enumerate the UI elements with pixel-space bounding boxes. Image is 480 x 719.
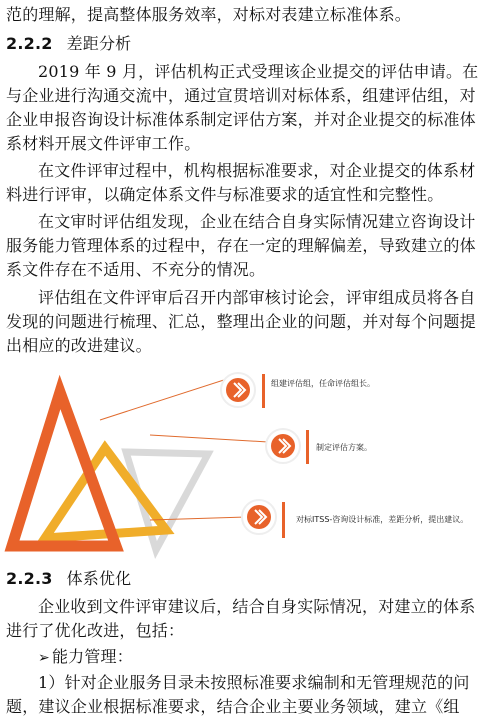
- bullet-label: 能力管理：: [51, 647, 133, 666]
- step-2: [266, 429, 372, 464]
- paragraph-line: 题，建议企业根据标准要求，结合企业主要业务领域，建立《组: [6, 697, 460, 716]
- paragraph-line: 与企业进行沟通交流中，通过宣贯培训对标体系，组建评估组，对: [6, 86, 476, 105]
- paragraph-line: 出相应的改进建议。: [6, 336, 152, 355]
- connector-line: [150, 435, 268, 442]
- paragraph-line: 在文审时评估组发现，企业在结合自身实际情况建立咨询设计: [38, 212, 476, 231]
- section-heading-2-2-2: [6, 34, 474, 54]
- paragraph-line: 在文件评审过程中，机构根据标准要求，对企业提交的体系材: [38, 161, 476, 180]
- process-diagram: [0, 370, 480, 560]
- paragraph-line: 企业收到文件评审建议后，结合自身实际情况，对建立的体系: [38, 597, 476, 616]
- connector-line: [100, 378, 230, 420]
- paragraph-line: 进行了优化改进，包括：: [6, 621, 185, 640]
- paragraph-line: 料进行评审，以确定体系文件与标准要求的适宜性和完整性。: [6, 185, 444, 204]
- step-divider: [282, 502, 285, 538]
- section-heading-2-2-3: [6, 569, 474, 589]
- paragraph-line: 2019 年 9 月，评估机构正式受理该企业提交的评估申请。在: [38, 62, 479, 81]
- step-divider: [306, 430, 309, 464]
- step-divider: [262, 374, 265, 408]
- section-number: 2.2.3: [6, 569, 53, 588]
- paragraph-line: 系文件存在不适用、不充分的情况。: [6, 260, 266, 279]
- section-title: 差距分析: [66, 34, 132, 53]
- step-1: [221, 373, 375, 408]
- paragraph-line: 评估组在文件评审后召开内部审核讨论会，评审组成员将各自: [38, 288, 476, 307]
- step-3: [242, 500, 468, 538]
- step-1-text: 组建评估组，任命评估组长。: [271, 379, 375, 388]
- bullet-item: [38, 647, 474, 668]
- orange-triangle-shape: [12, 392, 116, 546]
- paragraph-line: 企业申报咨询设计标准体系制定评估方案，并对企业提交的标准体: [6, 110, 476, 129]
- section-number: 2.2.2: [6, 34, 53, 53]
- paragraph-line: 发现的问题进行梳理、汇总，整理出企业的问题，并对每个问题提: [6, 312, 476, 331]
- paragraph-line: 1）针对企业服务目录未按照标准要求编制和无管理规范的问: [38, 673, 470, 692]
- connector-line: [150, 517, 246, 520]
- section-title: 体系优化: [66, 569, 132, 588]
- paragraph-line: 服务能力管理体系的过程中，存在一定的理解偏差，导致建立的体: [6, 236, 476, 255]
- arrow-bullet-icon: ➢: [38, 650, 50, 666]
- paragraph-line: 范的理解，提高整体服务效率，对标对表建立标准体系。: [6, 5, 412, 24]
- step-3-text: 对标ITSS-咨询设计标准，差距分析，提出建议。: [296, 515, 469, 524]
- step-2-text: 制定评估方案。: [316, 443, 372, 452]
- paragraph-line: 系材料开展文件评审工作。: [6, 134, 201, 153]
